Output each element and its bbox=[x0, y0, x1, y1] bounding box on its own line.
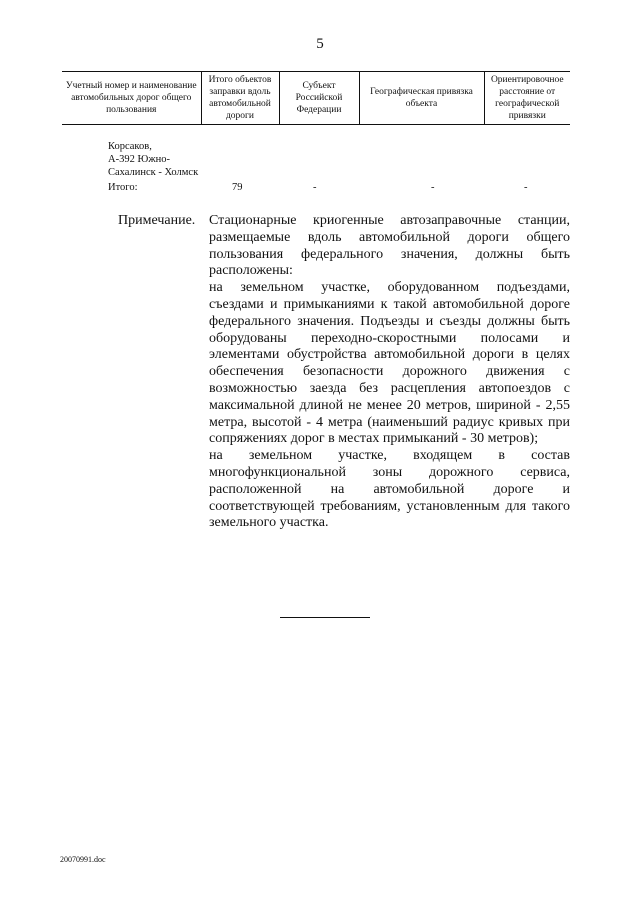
note-label: Примечание. bbox=[118, 213, 196, 228]
location-line: Корсаков, bbox=[108, 141, 152, 152]
column-header-geo: Географическая привязка объекта bbox=[359, 72, 484, 125]
column-header-subject: Субъект Российской Федерации bbox=[279, 72, 359, 125]
page-number: 5 bbox=[316, 36, 324, 52]
note-paragraph: на земельном участке, оборудованном подъездами, съездами и примыканиями к такой автомобильной дороге федерального значения. Подъезды и съезды должны быть оборудованы переходно-скоростными полосами и элементами обустройства автомобильной дороги в целях обеспечения безопасности дорожного движения с возможностью заезда без расцепления автопоездов с максимальной длиной не менее 20 метров, шириной - 2,55 метра, высотой - 4 метра (наименьший радиус кривых при сопряжениях дорог в местах примыканий - 30 метров); bbox=[209, 280, 570, 447]
total-label: Итого: bbox=[108, 182, 138, 193]
total-geo: - bbox=[431, 182, 435, 193]
column-header-distance: Ориентировочное расстояние от географической привязки bbox=[484, 72, 570, 125]
note-body bbox=[209, 213, 570, 532]
header-table bbox=[62, 71, 570, 125]
total-distance: - bbox=[524, 182, 528, 193]
doc-code: 20070991.doc bbox=[60, 855, 106, 864]
column-header-count: Итого объектов заправки вдоль автомобильной дороги bbox=[201, 72, 279, 125]
total-subject: - bbox=[313, 182, 317, 193]
total-row bbox=[0, 181, 640, 195]
location-cell bbox=[108, 140, 208, 179]
end-rule bbox=[280, 617, 370, 618]
location-line: Сахалинск - Холмск bbox=[108, 167, 199, 178]
total-count: 79 bbox=[232, 182, 243, 193]
location-line: А-392 Южно- bbox=[108, 154, 170, 165]
column-header-road: Учетный номер и наименование автомобильных дорог общего пользования bbox=[62, 72, 201, 125]
note-paragraph: на земельном участке, входящем в состав многофункциональной зоны дорожного сервиса, расположенной на автомобильной дороге и соответствующей требованиям, установленным для такого земельного участка. bbox=[209, 448, 570, 531]
note-paragraph: Стационарные криогенные автозаправочные станции, размещаемые вдоль автомобильной дороги общего пользования федерального значения, должны быть расположены: bbox=[209, 213, 570, 279]
